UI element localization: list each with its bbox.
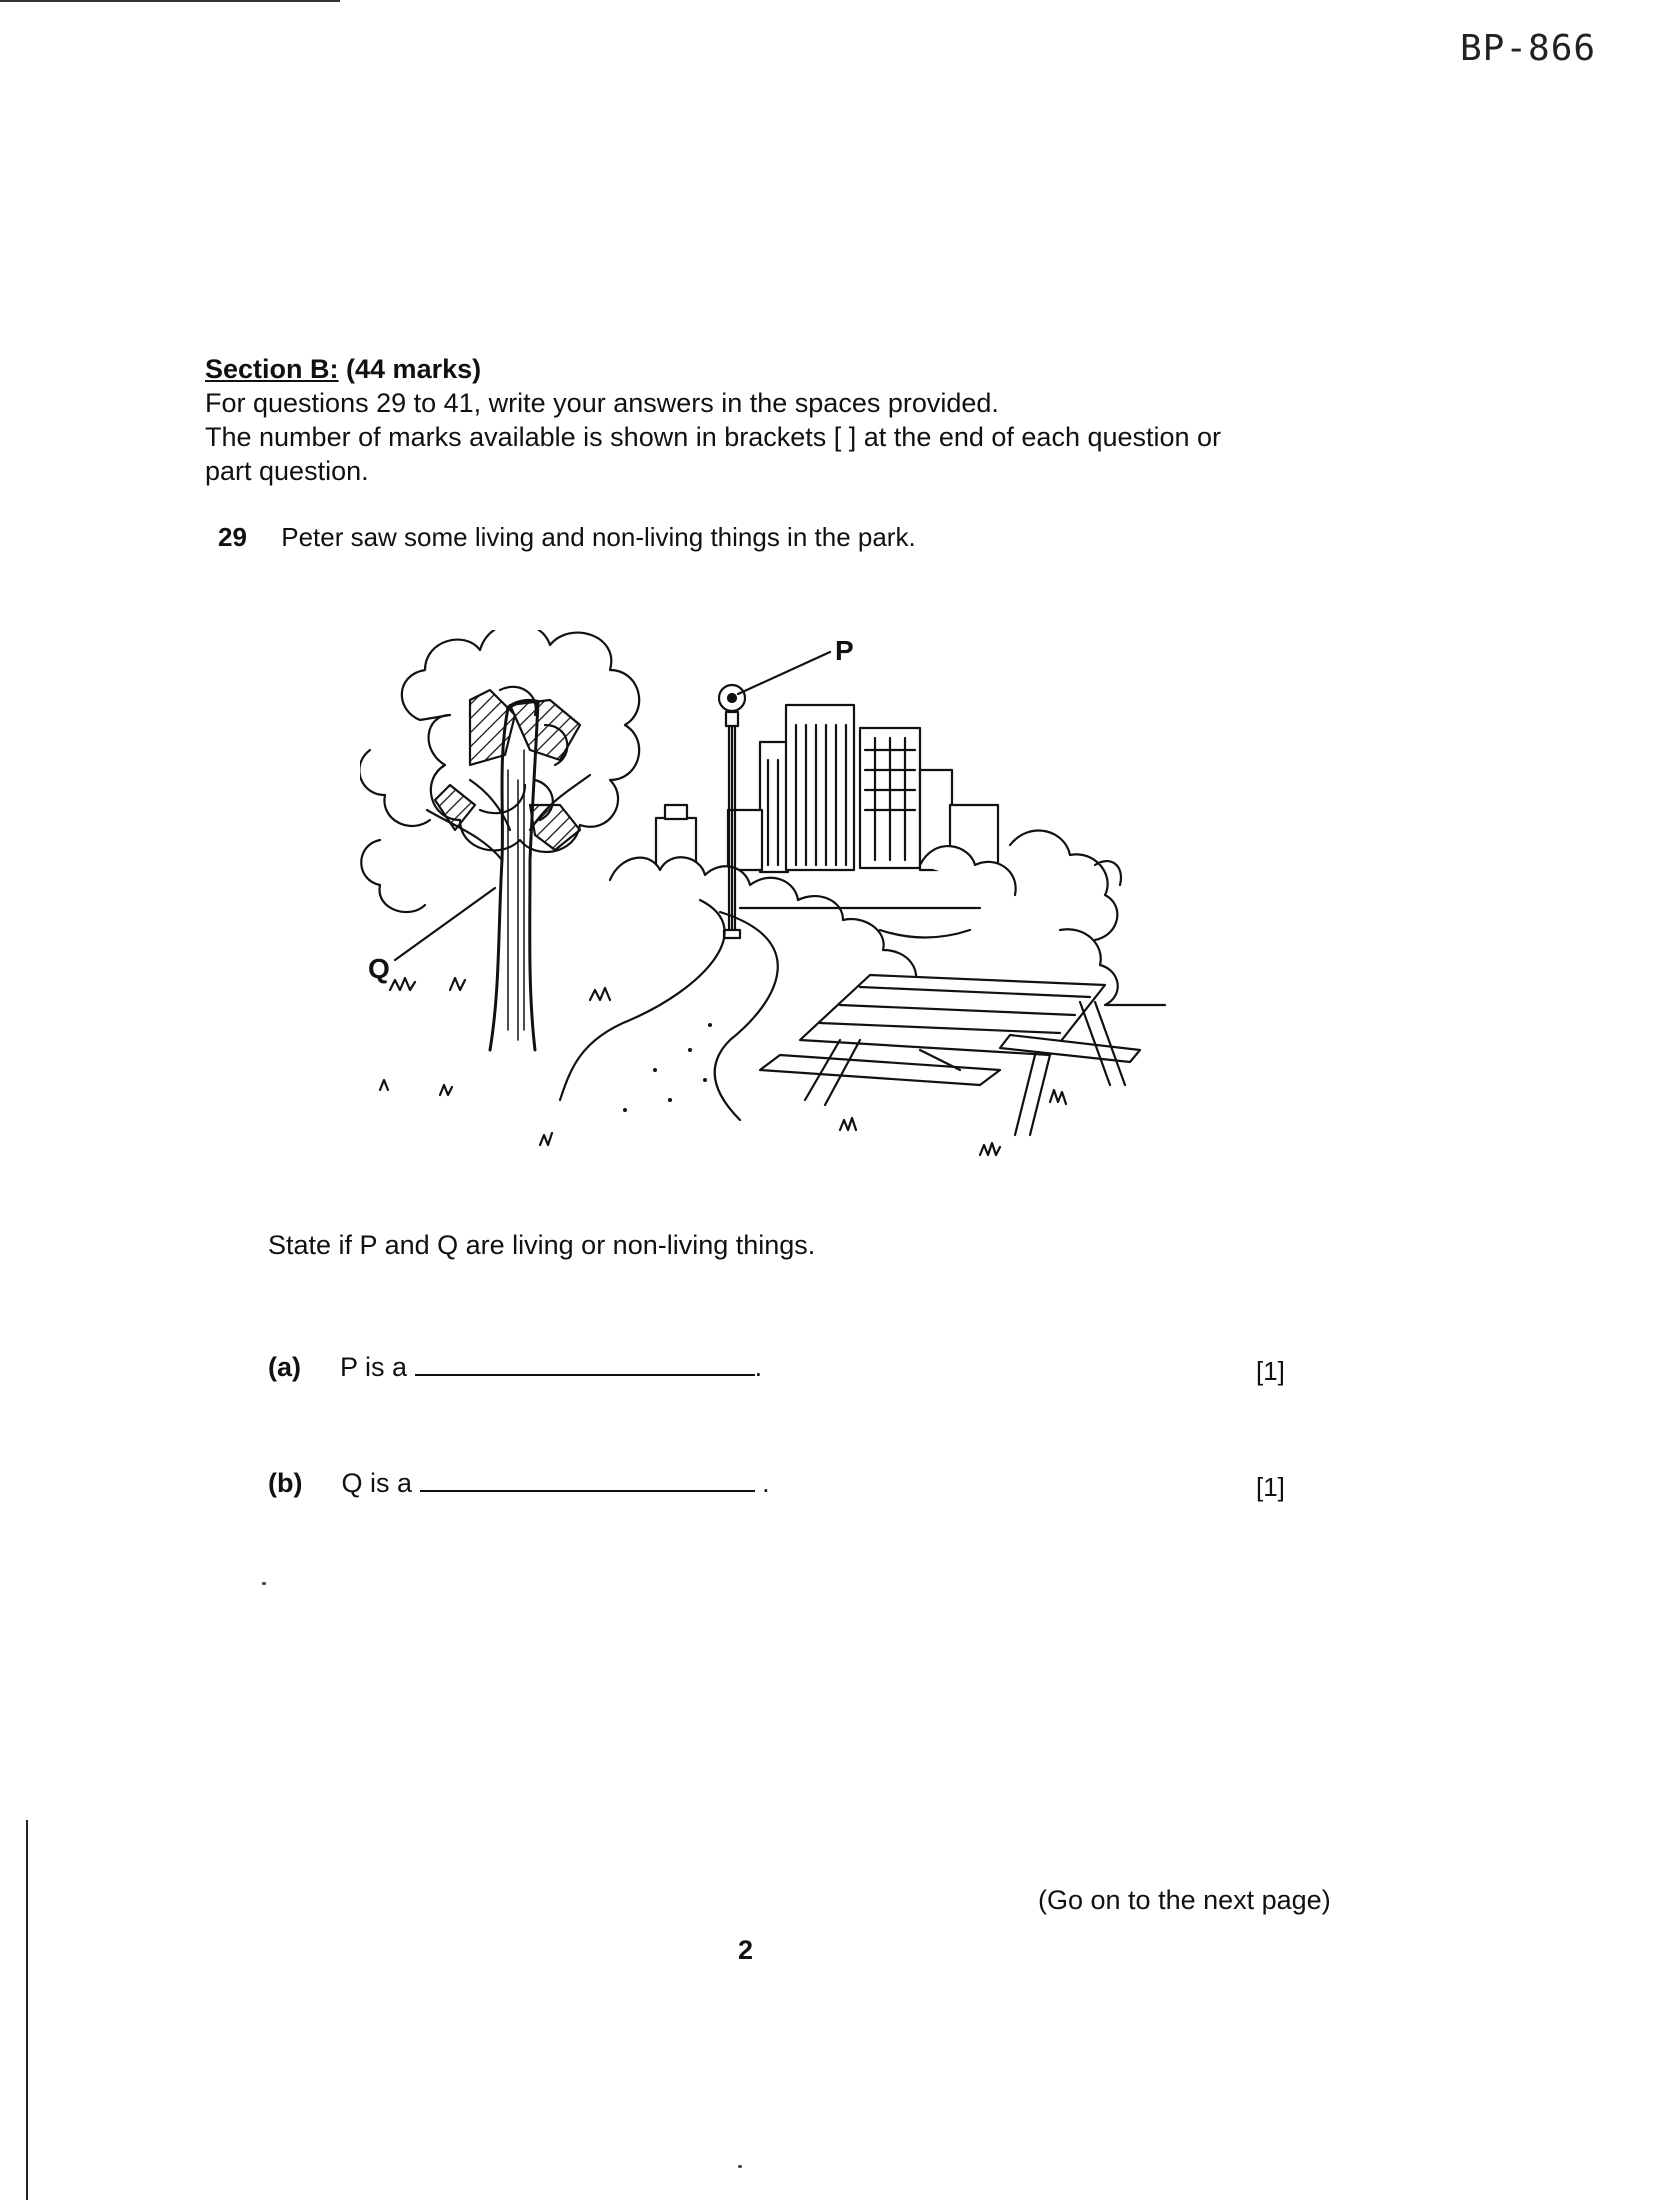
label-q: Q bbox=[368, 953, 390, 984]
marks-part-a: [1] bbox=[1256, 1356, 1285, 1386]
go-on-note: (Go on to the next page) bbox=[1038, 1885, 1331, 1915]
picnic-table bbox=[760, 975, 1140, 1135]
page-number: 2 bbox=[738, 1935, 754, 1965]
label-p-leader bbox=[738, 652, 830, 694]
answer-part-b bbox=[268, 1466, 770, 1499]
section-heading bbox=[205, 352, 1355, 386]
label-q-leader bbox=[395, 888, 495, 960]
speck bbox=[738, 2165, 742, 2168]
answer-part-a bbox=[268, 1350, 762, 1383]
part-a-suffix: . bbox=[754, 1352, 763, 1382]
part-b-prefix: Q is a bbox=[341, 1468, 413, 1498]
answer-blank-a[interactable] bbox=[415, 1350, 755, 1376]
left-margin-line bbox=[26, 1820, 28, 2200]
part-a-label: (a) bbox=[268, 1352, 301, 1382]
speck bbox=[262, 1582, 266, 1585]
document-id: BP-866 bbox=[1460, 28, 1597, 69]
park-illustration bbox=[360, 630, 1240, 1160]
question-text: Peter saw some living and non-living things in the park. bbox=[281, 522, 916, 552]
section-marks: (44 marks) bbox=[346, 354, 482, 384]
instruction-line-1: For questions 29 to 41, write your answers in the spaces provided. bbox=[205, 388, 999, 418]
top-edge-line bbox=[0, 0, 340, 2]
question-29 bbox=[218, 522, 916, 553]
part-b-suffix: . bbox=[762, 1468, 770, 1498]
question-instruction: State if P and Q are living or non-living things. bbox=[268, 1230, 816, 1260]
instruction-line-3: part question. bbox=[205, 456, 369, 486]
question-number: 29 bbox=[218, 522, 247, 552]
footpath bbox=[560, 900, 778, 1120]
section-title: Section B: bbox=[205, 354, 339, 384]
answer-blank-b[interactable] bbox=[420, 1466, 755, 1492]
label-p: P bbox=[835, 635, 854, 666]
part-a-prefix: P is a bbox=[340, 1352, 408, 1382]
part-b-label: (b) bbox=[268, 1468, 303, 1498]
instruction-line-2: The number of marks available is shown in brackets [ ] at the end of each question or bbox=[205, 422, 1222, 452]
section-instructions bbox=[205, 352, 1355, 488]
marks-part-b: [1] bbox=[1256, 1472, 1285, 1502]
